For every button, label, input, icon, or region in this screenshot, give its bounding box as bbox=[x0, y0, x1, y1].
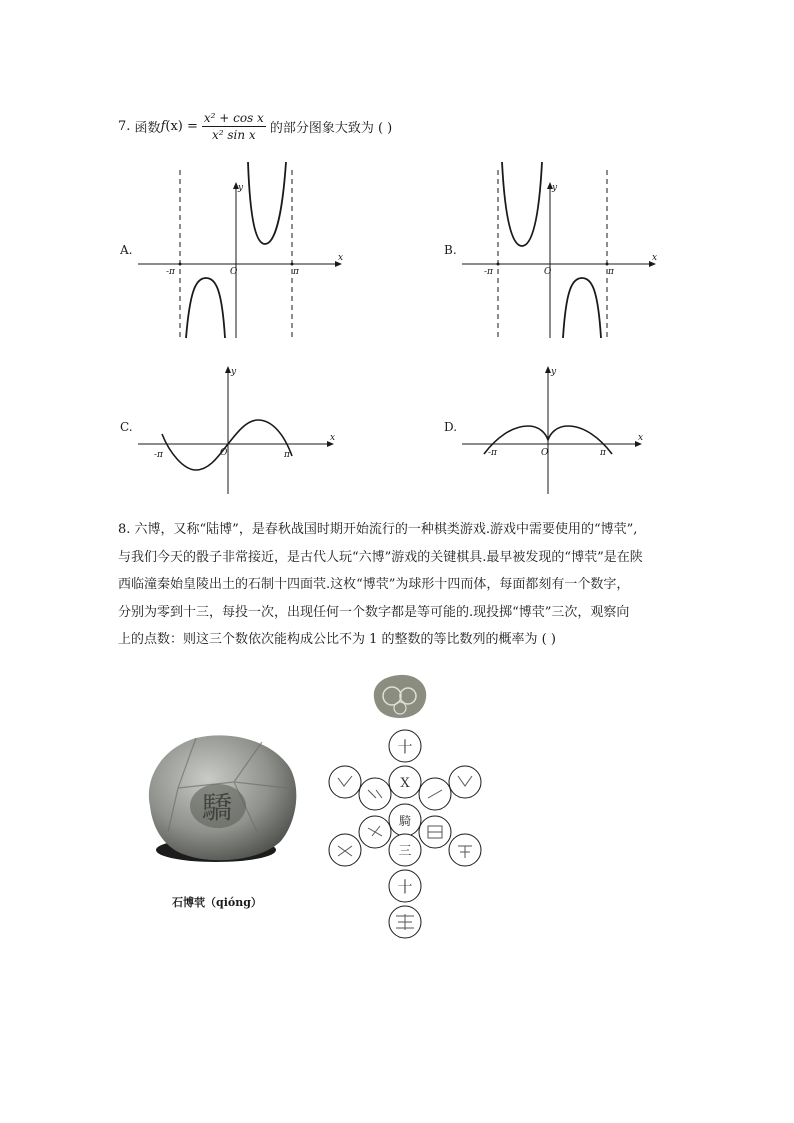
q8-line-1: 8. 六博，又称“陆博”，是春秋战国时期开始流行的一种棋类游戏.游戏中需要使用的“博茕”, bbox=[118, 522, 638, 537]
curve bbox=[162, 420, 292, 470]
option-a-label: A. bbox=[120, 243, 133, 257]
y-axis-label: y bbox=[231, 367, 237, 377]
svg-text:驕: 驕 bbox=[202, 791, 232, 826]
pi-label: π bbox=[284, 450, 290, 460]
function-fraction bbox=[202, 111, 266, 142]
option-c-label: C. bbox=[120, 420, 133, 434]
figure-caption: 石博茕（qióng） bbox=[172, 896, 262, 909]
question-7-stem bbox=[118, 106, 392, 146]
q8-line-5: 上的点数：则这三个数依次能构成公比不为 1 的整数的等比数列的概率为 ( ) bbox=[118, 632, 556, 647]
question-tail: 的部分图象大致为 ( ) bbox=[269, 120, 393, 136]
face-left-outer-lower bbox=[329, 834, 361, 866]
y-axis-label: y bbox=[551, 367, 557, 377]
die-thumbnail-svg bbox=[370, 672, 430, 720]
curve-left bbox=[502, 162, 542, 246]
option-b-graph bbox=[462, 160, 672, 344]
option-a-svg bbox=[138, 160, 348, 340]
origin-label: O bbox=[544, 267, 552, 277]
neg-pi-label: -π bbox=[484, 267, 493, 277]
stone-die-image bbox=[138, 728, 308, 882]
option-d-graph bbox=[462, 362, 672, 506]
stone-die-svg bbox=[138, 728, 308, 878]
face-text-center: 騎 bbox=[398, 814, 412, 828]
x-axis-label: x bbox=[330, 433, 336, 443]
face-text-top: 十 bbox=[397, 738, 413, 756]
q8-line-3: 西临潼秦始皇陵出土的石制十四面茕.这枚“博茕”为球形十四而体，每面都刻有一个数字， bbox=[118, 577, 630, 592]
face-text-lower: 十 bbox=[397, 878, 413, 896]
fraction-denominator: x² sin x bbox=[212, 127, 256, 142]
die-thumbnail bbox=[370, 672, 430, 724]
origin-label: O bbox=[230, 267, 238, 277]
option-c-graph bbox=[138, 362, 348, 506]
face-text-center-upper: X bbox=[400, 776, 410, 791]
fraction-numerator: x² + cos x bbox=[203, 110, 264, 125]
curve-right bbox=[248, 162, 286, 244]
x-axis-label: x bbox=[338, 253, 344, 263]
face-text-center-lower: 三 bbox=[398, 844, 412, 859]
die-net-svg bbox=[324, 728, 494, 940]
option-b-svg bbox=[462, 160, 672, 340]
origin-label: O bbox=[541, 448, 549, 458]
face-left-outer-upper bbox=[329, 766, 361, 798]
x-axis-label: x bbox=[652, 253, 658, 263]
origin-label: O bbox=[220, 448, 228, 458]
function-name: f bbox=[160, 118, 166, 134]
curve-left bbox=[186, 278, 225, 338]
q8-line-4: 分别为零到十三，每投一次，出现任何一个数字都是等可能的.现投掷“博茕”三次，观察向 bbox=[118, 604, 630, 620]
y-axis-label: y bbox=[238, 183, 244, 193]
question-lead: 函数 bbox=[134, 120, 161, 136]
pi-label: π bbox=[293, 267, 299, 277]
function-arg: (x) = bbox=[165, 118, 198, 134]
option-b-label: B. bbox=[444, 243, 457, 257]
q8-line-2: 与我们今天的骰子非常接近，是古代人玩“六博”游戏的关键棋具.最早被发现的“博茕”是在陕 bbox=[118, 549, 643, 565]
neg-pi-label: -π bbox=[166, 267, 175, 277]
die-net-diagram bbox=[324, 728, 494, 944]
neg-pi-label: -π bbox=[488, 448, 497, 458]
face-right-outer-upper bbox=[449, 766, 481, 798]
y-axis-label: y bbox=[552, 183, 558, 193]
face-left-inner-upper bbox=[359, 778, 391, 810]
pi-label: π bbox=[600, 448, 606, 458]
curve-right bbox=[563, 278, 601, 338]
option-d-label: D. bbox=[444, 420, 458, 434]
neg-pi-label: -π bbox=[154, 450, 163, 460]
option-d-svg bbox=[462, 362, 672, 502]
question-number: 7. bbox=[118, 118, 131, 134]
option-a-graph bbox=[138, 160, 348, 344]
x-axis-label: x bbox=[638, 433, 644, 443]
question-8-stem bbox=[118, 516, 678, 654]
pi-label: π bbox=[608, 267, 614, 277]
option-c-svg bbox=[138, 362, 348, 502]
